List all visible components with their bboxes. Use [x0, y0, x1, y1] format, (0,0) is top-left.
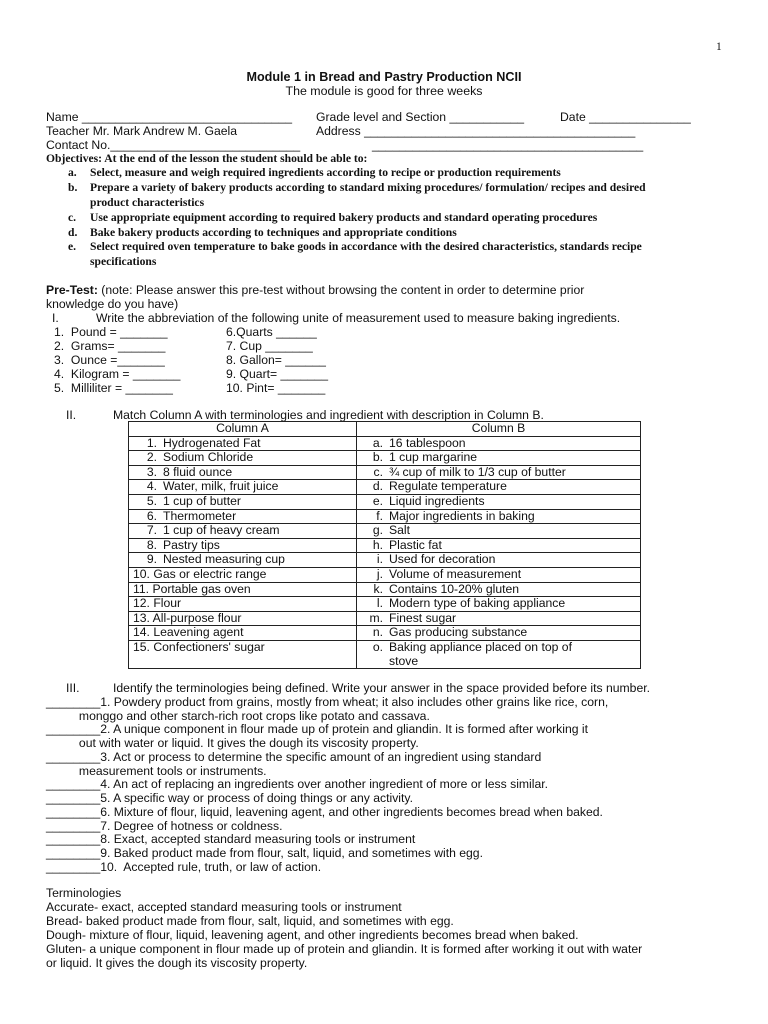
table-row: [129, 640, 641, 668]
identify-item: ________5. A specific way or process of doing things or any activity.: [46, 791, 413, 805]
matching-table: [128, 421, 641, 669]
objective-letter: a.: [68, 166, 77, 179]
item-description: Volume of measurement: [389, 566, 522, 581]
part3-roman: III.: [66, 681, 80, 695]
column-a-header: Column A: [129, 422, 357, 437]
table-row: [129, 494, 641, 509]
item-description: Major ingredients in baking: [389, 508, 535, 523]
item-text: Flour: [153, 596, 182, 611]
unit-item: 8. Gallon= ______: [226, 353, 326, 367]
terminology-entry: Accurate- exact, accepted standard measuring tools or instrument: [46, 900, 402, 914]
item-text: Pastry tips: [163, 537, 220, 552]
identify-item-cont: measurement tools or instruments.: [62, 764, 267, 778]
item-letter: c.: [373, 464, 383, 479]
terminology-entry: Dough- mixture of flour, liquid, leavening agent, and other ingredients becomes bread when baked.: [46, 928, 579, 942]
column-a-cell: [129, 626, 357, 641]
column-a-cell: [129, 451, 357, 466]
item-number: 12.: [133, 596, 150, 611]
item-letter: g.: [372, 523, 383, 538]
identify-item: ________9. Baked product made from flour, salt, liquid, and sometimes with egg.: [46, 846, 483, 860]
item-letter: o.: [372, 639, 383, 654]
unit-item: 6.Quarts ______: [226, 325, 317, 339]
unit-item: 4. Kilogram = _______: [54, 367, 181, 381]
date-field: Date _______________: [560, 110, 691, 124]
objective-text: Bake bakery products according to techniques and appropriate conditions: [90, 226, 457, 239]
item-letter: h.: [372, 537, 383, 552]
column-b-cell: [357, 465, 641, 480]
item-number: 14.: [133, 625, 150, 640]
table-row: [129, 524, 641, 539]
item-number: 4.: [146, 479, 157, 494]
table-row: [129, 597, 641, 612]
item-description-cont: stove: [389, 653, 419, 668]
item-text: 8 fluid ounce: [163, 464, 233, 479]
item-description: ¾ cup of milk to 1/3 cup of butter: [389, 464, 566, 479]
item-number: 6.: [146, 508, 157, 523]
item-text: Leavening agent: [153, 625, 244, 640]
item-text: Gas or electric range: [153, 566, 267, 581]
column-b-cell: [357, 626, 641, 641]
column-b-cell: [357, 640, 641, 668]
identify-item: ________10. Accepted rule, truth, or law of action.: [46, 860, 322, 874]
table-row: [129, 538, 641, 553]
part1-instruction: Write the abbreviation of the following unite of measurement used to measure baking ingredients.: [96, 311, 621, 325]
part1-roman: I.: [52, 311, 59, 325]
item-description: Liquid ingredients: [389, 493, 485, 508]
column-b-header: Column B: [357, 422, 641, 437]
address-field: Address ________________________________________: [316, 124, 636, 138]
item-description: Plastic fat: [389, 537, 442, 552]
identify-item: ________1. Powdery product from grains, mostly from wheat; it also includes other grains like rice, corn,: [46, 695, 609, 709]
item-text: Thermometer: [163, 508, 237, 523]
objective-text-cont: product characteristics: [90, 196, 205, 209]
page-number: 1: [716, 41, 722, 53]
item-letter: m.: [369, 610, 383, 625]
table-row: [129, 553, 641, 568]
unit-item: 5. Milliliter = _______: [54, 381, 173, 395]
unit-item: 7. Cup _______: [226, 339, 313, 353]
objectives-heading: Objectives: At the end of the lesson the student should be able to:: [46, 152, 368, 165]
item-text: Sodium Chloride: [163, 450, 254, 465]
item-text: Water, milk, fruit juice: [163, 479, 279, 494]
column-a-cell: [129, 436, 357, 451]
table-row: [129, 567, 641, 582]
objective-text: Use appropriate equipment according to required bakery products and standard operating procedures: [90, 211, 598, 224]
item-number: 8.: [146, 537, 157, 552]
part2-roman: II.: [66, 408, 77, 422]
terminology-entry-cont: or liquid. It gives the dough its viscosity property.: [46, 956, 308, 970]
identify-item-cont: out with water or liquid. It gives the dough its viscosity property.: [62, 736, 419, 750]
column-b-cell: [357, 509, 641, 524]
pretest-note: (note: Please answer this pre-test without browsing the content in order to determine prior: [97, 283, 585, 297]
teacher-field: Teacher Mr. Mark Andrew M. Gaela: [46, 124, 238, 138]
column-a-cell: [129, 582, 357, 597]
column-b-cell: [357, 524, 641, 539]
column-a-cell: [129, 553, 357, 568]
column-b-cell: [357, 451, 641, 466]
part3-instruction: Identify the terminologies being defined. Write your answer in the space provided before its number.: [113, 681, 651, 695]
column-b-cell: [357, 538, 641, 553]
item-text: All-purpose flour: [152, 610, 242, 625]
item-number: 7.: [146, 523, 157, 538]
identify-item: ________2. A unique component in flour made up of protein and gliandin. It is formed after working it: [46, 722, 589, 736]
item-letter: i.: [376, 552, 383, 567]
item-text: Nested measuring cup: [163, 552, 285, 567]
item-description: Modern type of baking appliance: [389, 596, 566, 611]
item-text: 1 cup of butter: [163, 493, 241, 508]
objective-text: Select required oven temperature to bake goods in accordance with the desired characteristics, standards recipe: [90, 240, 642, 253]
item-description: Finest sugar: [389, 610, 457, 625]
objective-text: Select, measure and weigh required ingredients according to recipe or production requirements: [90, 166, 561, 179]
item-description: Baking appliance placed on top of: [389, 639, 572, 654]
column-a-cell: [129, 524, 357, 539]
item-description: Regulate temperature: [389, 479, 507, 494]
terminology-entry: Gluten- a unique component in flour made up of protein and gliandin. It is formed after working it out with water: [46, 942, 643, 956]
objective-text: Prepare a variety of bakery products according to standard mixing procedures/ formulation/ recipes and desired: [90, 181, 646, 194]
column-a-cell: [129, 480, 357, 495]
column-b-cell: [357, 436, 641, 451]
table-row: [129, 626, 641, 641]
table-header-row: [129, 422, 641, 437]
item-number: 11.: [133, 581, 150, 596]
identify-item: ________8. Exact, accepted standard measuring tools or instrument: [46, 832, 416, 846]
pretest-note-cont: knowledge do you have): [46, 297, 179, 311]
unit-item: 10. Pint= _______: [226, 381, 326, 395]
item-description: 16 tablespoon: [389, 435, 466, 450]
identify-item: ________7. Degree of hotness or coldness.: [46, 819, 283, 833]
item-number: 15.: [133, 639, 150, 654]
item-letter: l.: [376, 596, 383, 611]
terminology-entry: Bread- baked product made from flour, salt, liquid, and sometimes with egg.: [46, 914, 454, 928]
terminologies-heading: Terminologies: [46, 886, 122, 900]
column-b-cell: [357, 582, 641, 597]
item-number: 3.: [146, 464, 157, 479]
name-field: Name _______________________________: [46, 110, 293, 124]
item-number: 1.: [146, 435, 157, 450]
module-title: Module 1 in Bread and Pastry Production NCII: [246, 70, 522, 84]
objective-letter: d.: [68, 226, 78, 239]
item-number: 5.: [146, 493, 157, 508]
contact-extra-line: ________________________________________: [372, 138, 644, 152]
column-b-cell: [357, 553, 641, 568]
identify-item: ________6. Mixture of flour, liquid, leavening agent, and other ingredients becomes bread when baked.: [46, 805, 603, 819]
unit-item: 1. Pound = _______: [54, 325, 168, 339]
column-a-cell: [129, 509, 357, 524]
item-number: 9.: [146, 552, 157, 567]
table-row: [129, 465, 641, 480]
item-number: 10.: [133, 566, 150, 581]
item-letter: a.: [372, 435, 383, 450]
item-text: Hydrogenated Fat: [163, 435, 261, 450]
objective-letter: e.: [68, 240, 77, 253]
item-number: 2.: [146, 450, 157, 465]
column-a-cell: [129, 640, 357, 668]
column-b-cell: [357, 494, 641, 509]
table-row: [129, 451, 641, 466]
column-a-cell: [129, 567, 357, 582]
pretest-label: Pre-Test:: [46, 283, 98, 297]
column-a-cell: [129, 611, 357, 626]
table-row: [129, 582, 641, 597]
column-a-cell: [129, 465, 357, 480]
item-description: Contains 10-20% gluten: [389, 581, 520, 596]
item-description: Gas producing substance: [389, 625, 528, 640]
table-row: [129, 480, 641, 495]
item-description: 1 cup margarine: [389, 450, 478, 465]
unit-item: 9. Quart= _______: [226, 367, 328, 381]
unit-item: 2. Grams= _______: [54, 339, 166, 353]
item-description: Salt: [389, 523, 411, 538]
pretest-intro: [46, 283, 584, 297]
grade-section-field: Grade level and Section ___________: [316, 110, 525, 124]
column-b-cell: [357, 567, 641, 582]
identify-item: ________4. An act of replacing an ingredients over another ingredient of more or less similar.: [46, 777, 549, 791]
item-letter: k.: [373, 581, 383, 596]
item-text: Confectioners' sugar: [153, 639, 265, 654]
item-text: 1 cup of heavy cream: [163, 523, 280, 538]
module-subtitle: The module is good for three weeks: [285, 84, 483, 98]
table-row: [129, 509, 641, 524]
item-description: Used for decoration: [389, 552, 496, 567]
objective-letter: c.: [68, 211, 77, 224]
column-a-cell: [129, 538, 357, 553]
contact-field: Contact No.____________________________: [46, 138, 301, 152]
item-letter: j.: [376, 566, 383, 581]
item-letter: f.: [376, 508, 383, 523]
objective-letter: b.: [68, 181, 78, 194]
item-text: Portable gas oven: [152, 581, 251, 596]
column-a-cell: [129, 597, 357, 612]
item-letter: e.: [372, 493, 383, 508]
column-a-cell: [129, 494, 357, 509]
identify-item: ________3. Act or process to determine the specific amount of an ingredient using standard: [46, 750, 542, 764]
unit-item: 3. Ounce =_______: [54, 353, 165, 367]
item-letter: b.: [372, 450, 383, 465]
column-b-cell: [357, 611, 641, 626]
table-row: [129, 611, 641, 626]
item-letter: n.: [372, 625, 383, 640]
objective-text-cont: specifications: [90, 255, 157, 268]
column-b-cell: [357, 480, 641, 495]
table-row: [129, 436, 641, 451]
part2-instruction: Match Column A with terminologies and ingredient with description in Column B.: [113, 408, 544, 422]
identify-item-cont: monggo and other starch-rich root crops like potato and cassava.: [62, 709, 430, 723]
item-number: 13.: [133, 610, 150, 625]
column-b-cell: [357, 597, 641, 612]
item-letter: d.: [372, 479, 383, 494]
